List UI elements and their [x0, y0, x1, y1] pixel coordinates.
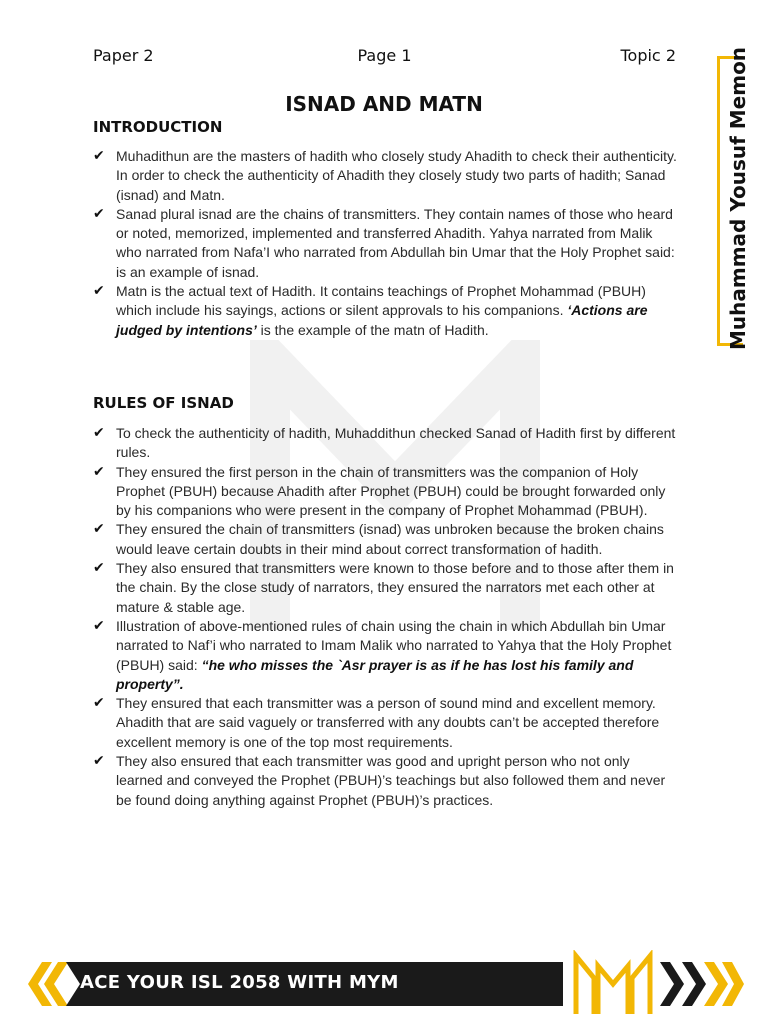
- chevron-decoration-icon: [660, 962, 744, 1006]
- mym-logo-icon: [570, 950, 656, 1016]
- document-title: ISNAD AND MATN: [285, 92, 483, 116]
- example-quote: ‘Actions are judged by intentions’: [116, 302, 648, 338]
- page-number: Page 1: [357, 46, 412, 65]
- page-header: [93, 46, 676, 70]
- list-item: ✔ Matn is the actual text of Hadith. It contains teachings of Prophet Mohammad (PBUH) which include his sayings, actions or silent approvals to his companions. ‘Actions are judged by intentions’ is the example of the matn of Hadith.: [93, 283, 648, 338]
- list-item: ✔ Muhadithun are the masters of hadith who closely study Ahadith to check their authenticity. In order to check the authenticity of Ahadith they closely study two parts of hadith; Sanad (isnad) and Matn.: [93, 148, 677, 203]
- list-item: ✔ They ensured the first person in the chain of transmitters was the companion of Holy Prophet (PBUH) because Ahadith after Prophet (PBUH) could be brought forwarded only by his companions who were present in the company of Prophet Mohammad (PBUH).: [93, 463, 666, 519]
- author-name: Muhammad Yousuf Memon: [726, 46, 750, 350]
- footer-banner-text: ACE YOUR ISL 2058 WITH MYM: [80, 972, 399, 993]
- introduction-heading: INTRODUCTION: [93, 118, 223, 136]
- hadith-quote: “he who misses the `Asr prayer is as if he has lost his family and property”.: [116, 656, 634, 692]
- check-mark-icon: ✔: [93, 425, 105, 441]
- check-mark-icon: ✔: [93, 148, 105, 164]
- list-item: ✔ To check the authenticity of hadith, Muhaddithun checked Sanad of Hadith first by different rules.: [93, 425, 676, 461]
- rules-list: [93, 424, 678, 810]
- rules-heading: RULES OF ISNAD: [93, 394, 234, 412]
- list-item: ✔ They ensured the chain of transmitters (isnad) was unbroken because the broken chains would leave certain doubts in their mind about correct transformation of hadith.: [93, 521, 664, 557]
- check-mark-icon: ✔: [93, 560, 105, 577]
- check-mark-icon: ✔: [93, 463, 105, 480]
- check-mark-icon: ✔: [93, 283, 105, 300]
- introduction-list: [93, 147, 678, 340]
- list-item: ✔ Illustration of above-mentioned rules of chain using the chain in which Abdullah bin Umar narrated to Naf’i who narrated to Imam Malik who narrated to Yahya that the Holy Prophet (PBUH) said: “he who misses the `Asr prayer is as if he has lost his family and property”.: [93, 617, 672, 692]
- check-mark-icon: ✔: [93, 753, 105, 770]
- list-item: ✔ They also ensured that each transmitter was good and upright person who not only learned and conveyed the Prophet (PBUH)’s teachings but also followed them and never be found doing anything against Prophet (PBUH)’s practices.: [93, 753, 666, 808]
- paper-label: Paper 2: [93, 46, 154, 65]
- list-item: ✔ They also ensured that transmitters were known to those before and to those after them in the chain. By the close study of narrators, they ensured the narrators met each other at mature & stable age.: [93, 560, 674, 615]
- list-item: ✔ Sanad plural isnad are the chains of transmitters. They contain names of those who heard or noted, memorized, implemented and transferred Ahadith. Yahya narrated from Malik who narrated from Nafa’I who narrated from Abdullah bin Umar that the Holy Prophet said: is an example of isnad.: [93, 205, 675, 280]
- check-mark-icon: ✔: [93, 205, 105, 222]
- check-mark-icon: ✔: [93, 521, 105, 538]
- topic-label: Topic 2: [620, 46, 676, 65]
- check-mark-icon: ✔: [93, 617, 105, 634]
- list-item: ✔ They ensured that each transmitter was a person of sound mind and excellent memory. Ahadith that are said vaguely or transferred with any doubts can’t be accepted therefore excellent memory is one of the top most requirements.: [93, 695, 660, 750]
- check-mark-icon: ✔: [93, 695, 105, 712]
